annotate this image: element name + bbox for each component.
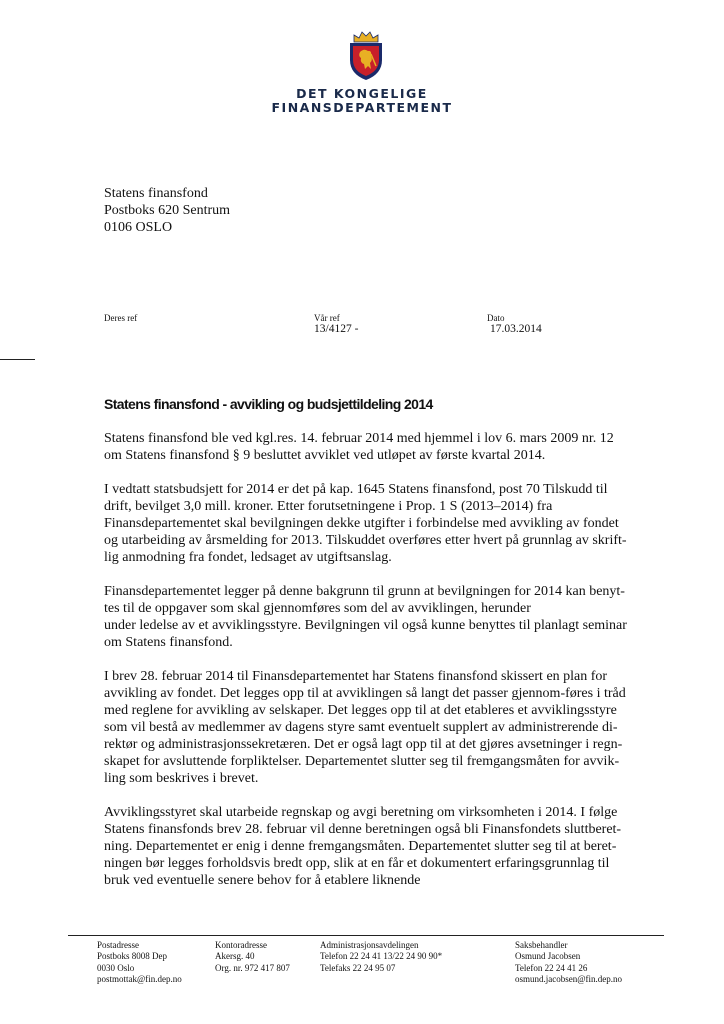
footer-case-officer-email[interactable]: osmund.jacobsen@fin.dep.no <box>515 973 623 984</box>
footer-admin-dept <box>320 940 442 974</box>
letter-body <box>104 430 660 906</box>
footer-office-address <box>215 940 290 974</box>
our-ref-value: 13/4127 - <box>314 323 359 335</box>
footer-case-officer-phone: Telefon 22 24 41 26 <box>515 962 588 973</box>
recipient-street: Postboks 620 Sentrum <box>104 203 231 218</box>
footer-postal-email[interactable]: postmottak@fin.dep.no <box>97 973 182 984</box>
coat-of-arms-icon <box>346 30 386 82</box>
fold-mark <box>0 359 35 360</box>
body-line: avvikling av fondet. Det legges opp til at avviklingen så langt det passer gjennom-føres i tråd <box>104 686 626 701</box>
body-paragraph <box>104 481 660 566</box>
recipient-address <box>104 185 230 236</box>
footer-postal-address <box>97 940 182 985</box>
body-line: som vil bestå av medlemmer av dagens styre samt eventuelt supplert av administrerende di- <box>104 720 618 735</box>
footer-org-number: Org. nr. 972 417 807 <box>215 962 290 973</box>
body-line: Statens finansfonds brev 28. februar vil denne beretningen også bli Finansfondets sluttberet- <box>104 822 622 837</box>
recipient-postal: 0106 OSLO <box>104 220 173 235</box>
footer-postal-city: 0030 Oslo <box>97 962 135 973</box>
footer-admin-phone: Telefon 22 24 41 13/22 24 90 90* <box>320 951 443 962</box>
body-line: I vedtatt statsbudsjett for 2014 er det på kap. 1645 Statens finansfond, post 70 Tilskudd til <box>104 482 608 497</box>
footer-divider <box>68 935 664 936</box>
letter-subject: Statens finansfond - avvikling og budsjettildeling 2014 <box>104 396 433 412</box>
body-line: rektør og administrasjonssekretæren. Det er også lagt opp til at det gjøres avsetninger i regn- <box>104 737 623 752</box>
body-line: Statens finansfond ble ved kgl.res. 14. februar 2014 med hjemmel i lov 6. mars 2009 nr. 12 <box>104 431 614 446</box>
body-line: lig anmodning fra fondet, ledsaget av utgiftsanslag. <box>104 550 392 565</box>
their-ref-label: Deres ref <box>104 313 138 323</box>
recipient-name: Statens finansfond <box>104 186 208 201</box>
body-paragraph <box>104 430 660 464</box>
body-line: skapet for avsluttende forpliktelser. Departementet slutter seg til fremgangsmåten for avvik- <box>104 754 620 769</box>
body-line: bruk ved eventuelle senere behov for å etablere liknende <box>104 873 421 888</box>
footer-office-label: Kontoradresse <box>215 940 267 950</box>
footer-admin-label: Administrasjonsavdelingen <box>320 940 419 950</box>
footer-case-officer <box>515 940 622 985</box>
date-label: Dato <box>487 313 505 323</box>
body-line: med reglene for avvikling av selskaper. Det legges opp til at det etableres et avviklingsstyre <box>104 703 617 718</box>
footer-case-officer-name: Osmund Jacobsen <box>515 951 581 962</box>
body-line: I brev 28. februar 2014 til Finansdepartementet har Statens finansfond skissert en plan for <box>104 669 608 684</box>
ministry-name-line2: FINANSDEPARTEMENT <box>271 100 453 115</box>
body-line: under ledelse av et avviklingsstyre. Bevilgningen vil også kunne benyttes til planlagt seminar <box>104 618 627 633</box>
body-paragraph <box>104 804 660 889</box>
body-paragraph <box>104 583 660 651</box>
footer-postal-label: Postadresse <box>97 940 139 950</box>
body-line: ning. Departementet er enig i denne fremgangsmåten. Departementet slutter seg til at beret- <box>104 839 617 854</box>
footer-postal-box: Postboks 8008 Dep <box>97 951 168 962</box>
footer-admin-fax: Telefaks 22 24 95 07 <box>320 962 396 973</box>
body-line: ningen bør legges forholdsvis bredt opp, slik at en får et dokumentert erfaringsgrunnlag til <box>104 856 610 871</box>
footer-case-officer-label: Saksbehandler <box>515 940 568 950</box>
body-line: ling som beskrives i brevet. <box>104 771 259 786</box>
body-line: Finansdepartementet legger på denne bakgrunn til grunn at bevilgningen for 2014 kan benyt- <box>104 584 625 599</box>
date-value: 17.03.2014 <box>490 323 542 335</box>
our-ref-label: Vår ref <box>314 313 340 323</box>
body-line: Avviklingsstyret skal utarbeide regnskap og avgi beretning om virksomheten i 2014. I følge <box>104 805 618 820</box>
footer-office-street: Akersg. 40 <box>215 951 255 962</box>
body-line: og utarbeiding av årsmelding for 2013. Tilskuddet overføres etter hvert på grunnlag av skrift- <box>104 533 627 548</box>
body-line: om Statens finansfond § 9 besluttet avviklet ved utløpet av første kvartal 2014. <box>104 448 546 463</box>
ministry-name-line1: DET KONGELIGE <box>296 86 428 101</box>
body-line: tes til de oppgaver som skal gjennomføres som del av avviklingen, herunder <box>104 601 531 616</box>
body-line: om Statens finansfond. <box>104 635 233 650</box>
body-paragraph <box>104 668 660 787</box>
body-line: Finansdepartementet skal bevilgningen dekke utgifter i forbindelse med avvikling av fondet <box>104 516 619 531</box>
body-line: drift, bevilget 3,0 mill. kroner. Etter forutsetningene i Prop. 1 S (2013–2014) fra <box>104 499 553 514</box>
